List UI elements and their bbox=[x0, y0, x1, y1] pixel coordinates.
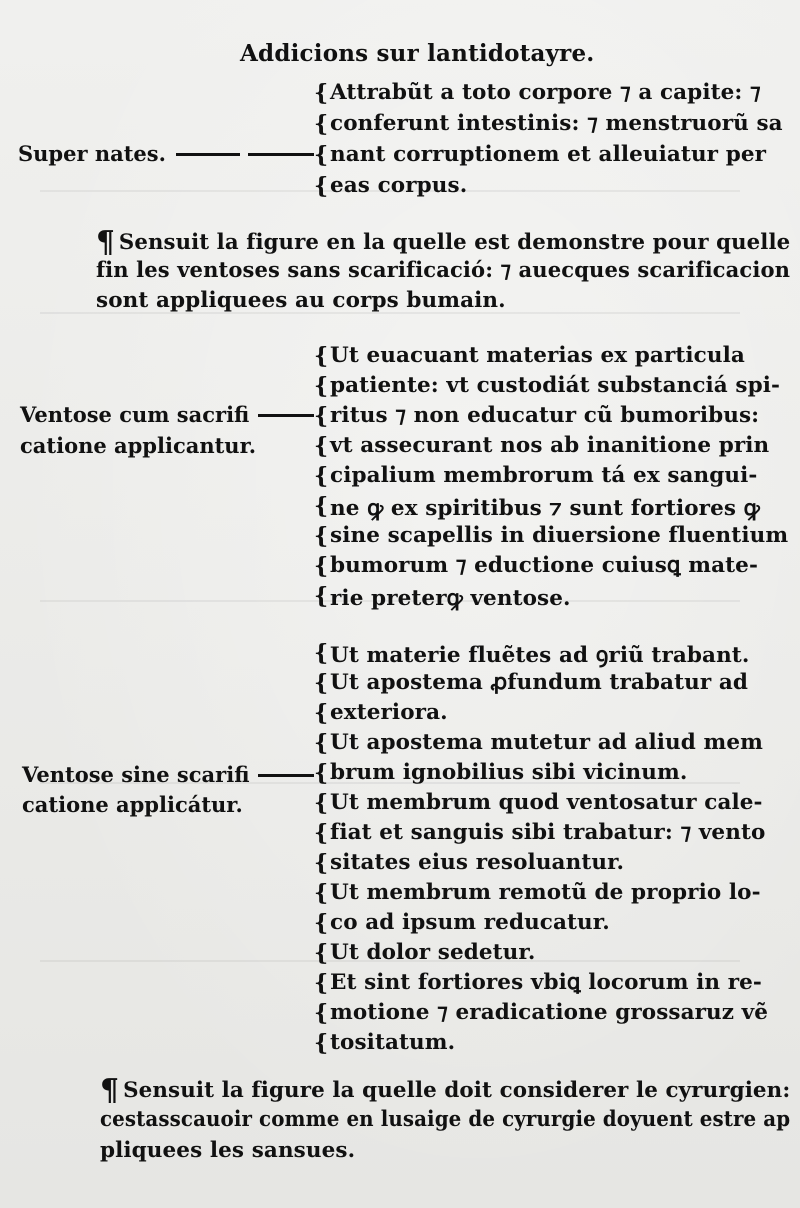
text-line: Et sint fortiores vbiꝗ locorum in re- bbox=[330, 970, 762, 995]
text-line: ritus ⁊ non educatur cũ bumoribus: bbox=[330, 403, 760, 428]
text-line: Ut apostema ꝓfundum trabatur ad bbox=[330, 670, 749, 695]
text-line bbox=[96, 225, 791, 260]
text-line: patiente: vt custodiát substanciá spi- bbox=[330, 373, 781, 398]
text-line: fin les ventoses sans scarificació: ⁊ auecques scarificacion bbox=[96, 258, 791, 283]
section2-label-line: Ventose cum sacrifi bbox=[20, 402, 250, 427]
section1-connector-line bbox=[176, 153, 240, 156]
text-line: eas corpus. bbox=[330, 173, 468, 198]
section1-connector-line bbox=[248, 153, 314, 156]
text-line: sont appliquees au corps bumain. bbox=[96, 288, 506, 313]
section3-connector-line bbox=[258, 774, 314, 777]
text-line: rie preterꝙ ventose. bbox=[330, 586, 571, 611]
section1-label: Super nates. bbox=[18, 141, 166, 166]
book-page: Addicions sur lantidotayre. Super nates. { { { { Attrabũt a toto corpore ⁊ a capite: ⁊ conferunt intestinis: ⁊ menstruorũ sa nant corruptionem et alleuiatur per eas corpus. ¶ Sensuit la figure en la quelle est demonstre pour quelle fin les ventoses sans scarificació: ⁊ auecques scarificacion sont appliquees au corps bumain. Ventose cum sacrifi catione applicantur. { { { { { { { { { Ut euacuant materias ex particula patiente: vt custodiát substanciá spi- ritus ⁊ non educatur cũ bumoribus: vt assecurant nos ab inanitione prin cipalium membrorum tá ex sangui- ne ꝙ ex spiritibus ⁊ sunt fortiores ꝙ sine scapellis in diuersione fluentium bumorum ⁊ eductione cuiusꝗ mate- rie preterꝙ ventose. Ventose sine scarifi catione applicátur. { { { { { { { { { { { { { { Ut materie fluẽtes ad ꝯriũ trabant. Ut apostema ꝓfundum trabatur ad exteriora. Ut apostema mutetur ad aliud mem brum ignobilius sibi vicinum. Ut membrum quod ventosatur cale- fiat et sanguis sibi trabatur: ⁊ vento sitates eius resoluantur. Ut membrum remotũ de proprio lo- co ad ipsum reducatur. Ut dolor sedetur. Et sint fortiores vbiꝗ locorum in re- motione ⁊ eradicatione grossaruz vẽ tositatum. ¶ Sensuit la figure la quelle doit considerer le cyrurgien: cestasscauoir comme en lusaige de cyrurgie doyuent estre ap pliquees les sansues. bbox=[0, 0, 800, 1208]
text-line: fiat et sanguis sibi trabatur: ⁊ vento bbox=[330, 820, 766, 845]
text-line: cipalium membrorum tá ex sangui- bbox=[330, 463, 758, 488]
text-line: vt assecurant nos ab inanitione prin bbox=[330, 433, 770, 458]
text-line: nant corruptionem et alleuiatur per bbox=[330, 142, 767, 167]
text-line: exteriora. bbox=[330, 700, 448, 725]
text-line: Ut euacuant materias ex particula bbox=[330, 343, 745, 368]
text-line: Attrabũt a toto corpore ⁊ a capite: ⁊ bbox=[330, 80, 761, 105]
text-line: Ut apostema mutetur ad aliud mem bbox=[330, 730, 763, 755]
text-line: tositatum. bbox=[330, 1030, 456, 1055]
text-line: sitates eius resoluantur. bbox=[330, 850, 625, 875]
text-line: pliquees les sansues. bbox=[100, 1138, 356, 1163]
text-line: Ut membrum remotũ de proprio lo- bbox=[330, 880, 761, 905]
text-line-content: Sensuit la figure la quelle doit considerer le cyrurgien: bbox=[123, 1078, 791, 1103]
text-line: Ut materie fluẽtes ad ꝯriũ trabant. bbox=[330, 643, 750, 668]
pilcrow-mark: ¶ bbox=[100, 1073, 120, 1108]
text-line: ne ꝙ ex spiritibus ⁊ sunt fortiores ꝙ bbox=[330, 496, 760, 521]
text-line: co ad ipsum reducatur. bbox=[330, 910, 610, 935]
text-line: Ut membrum quod ventosatur cale- bbox=[330, 790, 763, 815]
text-line: Ut dolor sedetur. bbox=[330, 940, 536, 965]
text-line-content: Sensuit la figure en la quelle est demonstre pour quelle bbox=[118, 230, 791, 255]
section3-label-line: Ventose sine scarifi bbox=[22, 762, 250, 787]
text-line: conferunt intestinis: ⁊ menstruorũ sa bbox=[330, 111, 783, 136]
page-header: Addicions sur lantidotayre. bbox=[240, 40, 595, 67]
section2-label-line: catione applicantur. bbox=[20, 433, 257, 458]
text-line: bumorum ⁊ eductione cuiusꝗ mate- bbox=[330, 553, 758, 578]
text-line: motione ⁊ eradicatione grossaruz vẽ bbox=[330, 1000, 769, 1025]
text-line: cestasscauoir comme en lusaige de cyrurgie doyuent estre ap bbox=[100, 1107, 791, 1132]
text-line: sine scapellis in diuersione fluentium bbox=[330, 523, 789, 548]
text-line: brum ignobilius sibi vicinum. bbox=[330, 760, 688, 785]
pilcrow-mark: ¶ bbox=[96, 225, 115, 260]
section2-connector-line bbox=[258, 414, 314, 417]
section3-label-line: catione applicátur. bbox=[22, 792, 243, 817]
text-line bbox=[100, 1073, 791, 1108]
